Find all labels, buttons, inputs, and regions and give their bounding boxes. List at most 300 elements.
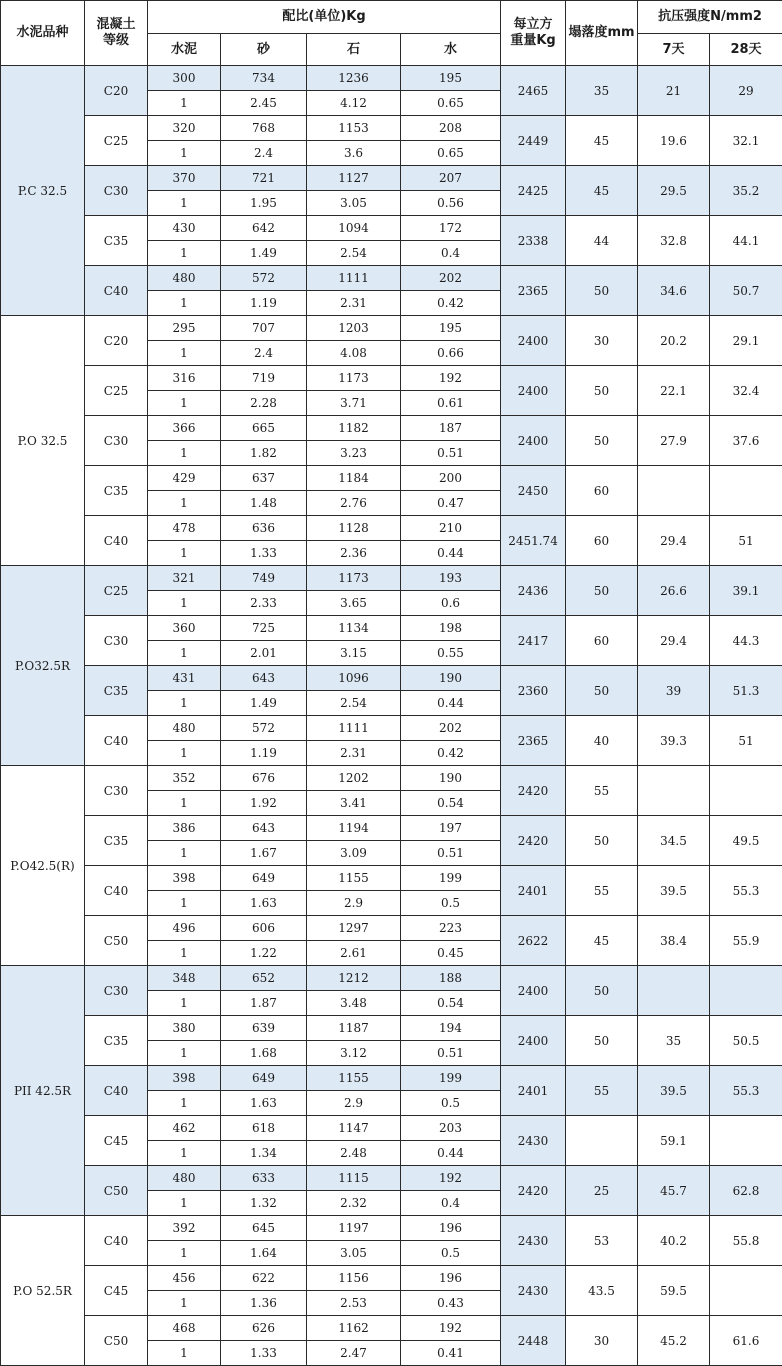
stone-ratio-cell: 3.09	[307, 841, 401, 866]
water-ratio-cell: 0.44	[401, 541, 501, 566]
slump-cell: 44	[566, 216, 638, 266]
cement-qty-cell: 295	[148, 316, 221, 341]
unit-weight-cell: 2451.74	[501, 516, 566, 566]
unit-weight-cell: 2436	[501, 566, 566, 616]
stone-ratio-cell: 2.76	[307, 491, 401, 516]
strength-28d-cell: 62.8	[710, 1166, 782, 1216]
water-ratio-cell: 0.55	[401, 641, 501, 666]
slump-cell: 50	[566, 416, 638, 466]
stone-ratio-cell: 3.41	[307, 791, 401, 816]
water-ratio-cell: 0.5	[401, 1091, 501, 1116]
cement-ratio-cell: 1	[148, 441, 221, 466]
stone-qty-cell: 1127	[307, 166, 401, 191]
sand-qty-cell: 721	[221, 166, 307, 191]
strength-7d-cell	[638, 766, 710, 816]
strength-7d-cell: 26.6	[638, 566, 710, 616]
strength-28d-cell	[710, 466, 782, 516]
header-cement: 水泥	[148, 34, 221, 66]
grade-cell: C30	[85, 616, 148, 666]
sand-ratio-cell: 1.92	[221, 791, 307, 816]
cement-type-cell: PII 42.5R	[1, 966, 85, 1216]
strength-7d-cell	[638, 466, 710, 516]
cement-ratio-cell: 1	[148, 991, 221, 1016]
slump-cell	[566, 1116, 638, 1166]
unit-weight-cell: 2425	[501, 166, 566, 216]
cement-ratio-cell: 1	[148, 1291, 221, 1316]
table-row	[1, 566, 782, 591]
water-ratio-cell: 0.45	[401, 941, 501, 966]
stone-ratio-cell: 4.12	[307, 91, 401, 116]
strength-28d-cell: 29.1	[710, 316, 782, 366]
stone-ratio-cell: 3.23	[307, 441, 401, 466]
cement-qty-cell: 366	[148, 416, 221, 441]
cement-qty-cell: 478	[148, 516, 221, 541]
stone-ratio-cell: 2.36	[307, 541, 401, 566]
table-header	[1, 1, 782, 66]
slump-cell: 45	[566, 166, 638, 216]
strength-28d-cell: 51.3	[710, 666, 782, 716]
grade-cell: C30	[85, 166, 148, 216]
stone-qty-cell: 1156	[307, 1266, 401, 1291]
water-ratio-cell: 0.4	[401, 1191, 501, 1216]
unit-weight-cell: 2450	[501, 466, 566, 516]
unit-weight-cell: 2401	[501, 1066, 566, 1116]
cement-qty-cell: 398	[148, 1066, 221, 1091]
table-row	[1, 716, 782, 741]
stone-ratio-cell: 3.05	[307, 1241, 401, 1266]
strength-28d-cell: 51	[710, 716, 782, 766]
strength-28d-cell: 39.1	[710, 566, 782, 616]
strength-28d-cell: 44.1	[710, 216, 782, 266]
header-ratio: 配比(单位)Kg	[148, 1, 501, 34]
grade-cell: C35	[85, 666, 148, 716]
strength-28d-cell: 50.5	[710, 1016, 782, 1066]
water-qty-cell: 199	[401, 1066, 501, 1091]
header-strength: 抗压强度N/mm2	[638, 1, 782, 34]
sand-qty-cell: 707	[221, 316, 307, 341]
header-weight-line2: 重量Kg	[501, 33, 565, 49]
water-ratio-cell: 0.61	[401, 391, 501, 416]
unit-weight-cell: 2420	[501, 816, 566, 866]
stone-ratio-cell: 3.48	[307, 991, 401, 1016]
header-grade-line2: 等级	[85, 33, 147, 49]
cement-qty-cell: 300	[148, 66, 221, 91]
table-row	[1, 466, 782, 491]
stone-qty-cell: 1162	[307, 1316, 401, 1341]
water-qty-cell: 195	[401, 316, 501, 341]
stone-ratio-cell: 2.31	[307, 291, 401, 316]
sand-ratio-cell: 1.49	[221, 241, 307, 266]
grade-cell: C40	[85, 1216, 148, 1266]
cement-ratio-cell: 1	[148, 191, 221, 216]
sand-ratio-cell: 1.49	[221, 691, 307, 716]
cement-qty-cell: 456	[148, 1266, 221, 1291]
stone-ratio-cell: 3.71	[307, 391, 401, 416]
grade-cell: C45	[85, 1116, 148, 1166]
unit-weight-cell: 2400	[501, 966, 566, 1016]
slump-cell: 55	[566, 766, 638, 816]
stone-qty-cell: 1111	[307, 266, 401, 291]
sand-qty-cell: 637	[221, 466, 307, 491]
strength-7d-cell: 35	[638, 1016, 710, 1066]
strength-7d-cell: 38.4	[638, 916, 710, 966]
cement-ratio-cell: 1	[148, 1091, 221, 1116]
grade-cell: C20	[85, 316, 148, 366]
stone-ratio-cell: 3.05	[307, 191, 401, 216]
sand-qty-cell: 719	[221, 366, 307, 391]
grade-cell: C35	[85, 816, 148, 866]
water-ratio-cell: 0.65	[401, 141, 501, 166]
sand-qty-cell: 618	[221, 1116, 307, 1141]
water-qty-cell: 194	[401, 1016, 501, 1041]
water-qty-cell: 223	[401, 916, 501, 941]
sand-ratio-cell: 1.87	[221, 991, 307, 1016]
strength-7d-cell: 19.6	[638, 116, 710, 166]
slump-cell: 35	[566, 66, 638, 116]
cement-qty-cell: 386	[148, 816, 221, 841]
grade-cell: C50	[85, 1316, 148, 1366]
header-grade-line1: 混凝土	[85, 17, 147, 33]
water-qty-cell: 197	[401, 816, 501, 841]
water-qty-cell: 210	[401, 516, 501, 541]
stone-ratio-cell: 2.32	[307, 1191, 401, 1216]
water-qty-cell: 193	[401, 566, 501, 591]
water-ratio-cell: 0.44	[401, 1141, 501, 1166]
strength-28d-cell: 35.2	[710, 166, 782, 216]
grade-cell: C25	[85, 566, 148, 616]
sand-ratio-cell: 2.01	[221, 641, 307, 666]
table-row	[1, 916, 782, 941]
sand-qty-cell: 768	[221, 116, 307, 141]
cement-qty-cell: 316	[148, 366, 221, 391]
water-ratio-cell: 0.56	[401, 191, 501, 216]
slump-cell: 50	[566, 966, 638, 1016]
stone-qty-cell: 1115	[307, 1166, 401, 1191]
table-row	[1, 1266, 782, 1291]
strength-28d-cell	[710, 1266, 782, 1316]
unit-weight-cell: 2430	[501, 1266, 566, 1316]
grade-cell: C40	[85, 516, 148, 566]
table-row	[1, 1116, 782, 1141]
strength-28d-cell: 29	[710, 66, 782, 116]
header-slump: 塌落度mm	[566, 1, 638, 66]
table-row	[1, 966, 782, 991]
sand-ratio-cell: 1.95	[221, 191, 307, 216]
stone-qty-cell: 1096	[307, 666, 401, 691]
water-qty-cell: 190	[401, 666, 501, 691]
sand-qty-cell: 643	[221, 816, 307, 841]
sand-ratio-cell: 1.67	[221, 841, 307, 866]
strength-7d-cell: 34.5	[638, 816, 710, 866]
sand-ratio-cell: 2.28	[221, 391, 307, 416]
water-qty-cell: 208	[401, 116, 501, 141]
cement-qty-cell: 380	[148, 1016, 221, 1041]
water-ratio-cell: 0.66	[401, 341, 501, 366]
table-row	[1, 166, 782, 191]
sand-ratio-cell: 1.33	[221, 541, 307, 566]
stone-qty-cell: 1212	[307, 966, 401, 991]
cement-qty-cell: 480	[148, 716, 221, 741]
stone-ratio-cell: 2.54	[307, 691, 401, 716]
header-cement-type: 水泥品种	[1, 1, 85, 66]
sand-qty-cell: 643	[221, 666, 307, 691]
sand-qty-cell: 649	[221, 866, 307, 891]
strength-7d-cell: 45.7	[638, 1166, 710, 1216]
slump-cell: 50	[566, 666, 638, 716]
strength-7d-cell: 40.2	[638, 1216, 710, 1266]
water-qty-cell: 187	[401, 416, 501, 441]
slump-cell: 30	[566, 316, 638, 366]
grade-cell: C35	[85, 466, 148, 516]
stone-ratio-cell: 2.53	[307, 1291, 401, 1316]
sand-qty-cell: 572	[221, 716, 307, 741]
sand-qty-cell: 633	[221, 1166, 307, 1191]
water-qty-cell: 202	[401, 716, 501, 741]
slump-cell: 60	[566, 466, 638, 516]
strength-28d-cell: 32.4	[710, 366, 782, 416]
strength-28d-cell: 51	[710, 516, 782, 566]
water-ratio-cell: 0.65	[401, 91, 501, 116]
water-ratio-cell: 0.41	[401, 1341, 501, 1366]
cement-ratio-cell: 1	[148, 541, 221, 566]
slump-cell: 50	[566, 266, 638, 316]
slump-cell: 55	[566, 866, 638, 916]
strength-7d-cell	[638, 966, 710, 1016]
unit-weight-cell: 2338	[501, 216, 566, 266]
unit-weight-cell: 2430	[501, 1216, 566, 1266]
water-ratio-cell: 0.47	[401, 491, 501, 516]
stone-qty-cell: 1147	[307, 1116, 401, 1141]
water-qty-cell: 192	[401, 1316, 501, 1341]
cement-ratio-cell: 1	[148, 741, 221, 766]
header-7-days: 7天	[638, 34, 710, 66]
grade-cell: C45	[85, 1266, 148, 1316]
sand-ratio-cell: 1.19	[221, 741, 307, 766]
water-qty-cell: 203	[401, 1116, 501, 1141]
sand-qty-cell: 725	[221, 616, 307, 641]
water-ratio-cell: 0.6	[401, 591, 501, 616]
strength-28d-cell: 37.6	[710, 416, 782, 466]
unit-weight-cell: 2449	[501, 116, 566, 166]
slump-cell: 55	[566, 1066, 638, 1116]
water-qty-cell: 198	[401, 616, 501, 641]
table-row	[1, 516, 782, 541]
water-ratio-cell: 0.42	[401, 291, 501, 316]
water-qty-cell: 192	[401, 1166, 501, 1191]
water-ratio-cell: 0.51	[401, 441, 501, 466]
strength-28d-cell: 55.3	[710, 1066, 782, 1116]
sand-ratio-cell: 1.64	[221, 1241, 307, 1266]
cement-ratio-cell: 1	[148, 1191, 221, 1216]
stone-qty-cell: 1153	[307, 116, 401, 141]
stone-qty-cell: 1155	[307, 1066, 401, 1091]
water-qty-cell: 172	[401, 216, 501, 241]
water-qty-cell: 192	[401, 366, 501, 391]
cement-qty-cell: 462	[148, 1116, 221, 1141]
stone-qty-cell: 1173	[307, 366, 401, 391]
cement-ratio-cell: 1	[148, 891, 221, 916]
table-row	[1, 316, 782, 341]
water-ratio-cell: 0.51	[401, 1041, 501, 1066]
strength-7d-cell: 39	[638, 666, 710, 716]
table-row	[1, 416, 782, 441]
cement-ratio-cell: 1	[148, 941, 221, 966]
stone-qty-cell: 1297	[307, 916, 401, 941]
cement-ratio-cell: 1	[148, 841, 221, 866]
header-weight-line1: 每立方	[501, 17, 565, 33]
water-qty-cell: 196	[401, 1266, 501, 1291]
table-row	[1, 616, 782, 641]
stone-qty-cell: 1111	[307, 716, 401, 741]
water-qty-cell: 196	[401, 1216, 501, 1241]
water-ratio-cell: 0.42	[401, 741, 501, 766]
slump-cell: 40	[566, 716, 638, 766]
water-qty-cell: 195	[401, 66, 501, 91]
grade-cell: C40	[85, 266, 148, 316]
stone-qty-cell: 1236	[307, 66, 401, 91]
cement-ratio-cell: 1	[148, 641, 221, 666]
sand-qty-cell: 626	[221, 1316, 307, 1341]
header-water: 水	[401, 34, 501, 66]
strength-7d-cell: 45.2	[638, 1316, 710, 1366]
stone-ratio-cell: 2.54	[307, 241, 401, 266]
sand-qty-cell: 749	[221, 566, 307, 591]
cement-qty-cell: 496	[148, 916, 221, 941]
unit-weight-cell: 2400	[501, 366, 566, 416]
table-row	[1, 1016, 782, 1041]
unit-weight-cell: 2360	[501, 666, 566, 716]
sand-ratio-cell: 1.48	[221, 491, 307, 516]
table-row	[1, 766, 782, 791]
unit-weight-cell: 2365	[501, 266, 566, 316]
strength-7d-cell: 32.8	[638, 216, 710, 266]
sand-ratio-cell: 1.63	[221, 891, 307, 916]
sand-ratio-cell: 1.82	[221, 441, 307, 466]
slump-cell: 60	[566, 616, 638, 666]
header-28-days: 28天	[710, 34, 782, 66]
stone-ratio-cell: 2.9	[307, 1091, 401, 1116]
cement-ratio-cell: 1	[148, 391, 221, 416]
strength-7d-cell: 27.9	[638, 416, 710, 466]
water-qty-cell: 188	[401, 966, 501, 991]
stone-ratio-cell: 3.15	[307, 641, 401, 666]
cement-qty-cell: 430	[148, 216, 221, 241]
unit-weight-cell: 2465	[501, 66, 566, 116]
stone-ratio-cell: 3.6	[307, 141, 401, 166]
cement-qty-cell: 370	[148, 166, 221, 191]
sand-qty-cell: 622	[221, 1266, 307, 1291]
table-row	[1, 116, 782, 141]
cement-ratio-cell: 1	[148, 1241, 221, 1266]
stone-ratio-cell: 2.9	[307, 891, 401, 916]
sand-qty-cell: 652	[221, 966, 307, 991]
strength-28d-cell	[710, 966, 782, 1016]
cement-ratio-cell: 1	[148, 241, 221, 266]
cement-ratio-cell: 1	[148, 591, 221, 616]
cement-ratio-cell: 1	[148, 1041, 221, 1066]
sand-ratio-cell: 1.63	[221, 1091, 307, 1116]
cement-ratio-cell: 1	[148, 1141, 221, 1166]
cement-qty-cell: 398	[148, 866, 221, 891]
sand-ratio-cell: 2.45	[221, 91, 307, 116]
stone-qty-cell: 1194	[307, 816, 401, 841]
stone-qty-cell: 1203	[307, 316, 401, 341]
cement-ratio-cell: 1	[148, 1341, 221, 1366]
cement-qty-cell: 480	[148, 1166, 221, 1191]
water-ratio-cell: 0.44	[401, 691, 501, 716]
stone-qty-cell: 1128	[307, 516, 401, 541]
stone-qty-cell: 1202	[307, 766, 401, 791]
slump-cell: 25	[566, 1166, 638, 1216]
stone-qty-cell: 1182	[307, 416, 401, 441]
sand-qty-cell: 636	[221, 516, 307, 541]
cement-ratio-cell: 1	[148, 491, 221, 516]
strength-28d-cell: 55.9	[710, 916, 782, 966]
cement-qty-cell: 429	[148, 466, 221, 491]
stone-ratio-cell: 2.61	[307, 941, 401, 966]
stone-qty-cell: 1184	[307, 466, 401, 491]
water-qty-cell: 190	[401, 766, 501, 791]
sand-qty-cell: 606	[221, 916, 307, 941]
stone-qty-cell: 1197	[307, 1216, 401, 1241]
unit-weight-cell: 2400	[501, 316, 566, 366]
strength-7d-cell: 22.1	[638, 366, 710, 416]
sand-qty-cell: 734	[221, 66, 307, 91]
strength-7d-cell: 21	[638, 66, 710, 116]
cement-type-cell: P.O32.5R	[1, 566, 85, 766]
sand-ratio-cell: 2.4	[221, 141, 307, 166]
cement-qty-cell: 352	[148, 766, 221, 791]
stone-ratio-cell: 2.47	[307, 1341, 401, 1366]
sand-qty-cell: 645	[221, 1216, 307, 1241]
cement-qty-cell: 360	[148, 616, 221, 641]
strength-28d-cell: 55.3	[710, 866, 782, 916]
strength-7d-cell: 29.4	[638, 616, 710, 666]
strength-7d-cell: 34.6	[638, 266, 710, 316]
cement-ratio-cell: 1	[148, 791, 221, 816]
cement-qty-cell: 468	[148, 1316, 221, 1341]
strength-28d-cell	[710, 1116, 782, 1166]
table-row	[1, 216, 782, 241]
sand-ratio-cell: 1.36	[221, 1291, 307, 1316]
sand-qty-cell: 572	[221, 266, 307, 291]
slump-cell: 30	[566, 1316, 638, 1366]
water-ratio-cell: 0.54	[401, 791, 501, 816]
water-ratio-cell: 0.4	[401, 241, 501, 266]
stone-qty-cell: 1094	[307, 216, 401, 241]
unit-weight-cell: 2417	[501, 616, 566, 666]
grade-cell: C20	[85, 66, 148, 116]
strength-28d-cell: 32.1	[710, 116, 782, 166]
cement-ratio-cell: 1	[148, 141, 221, 166]
slump-cell: 50	[566, 1016, 638, 1066]
cement-qty-cell: 431	[148, 666, 221, 691]
strength-28d-cell: 50.7	[710, 266, 782, 316]
slump-cell: 53	[566, 1216, 638, 1266]
strength-7d-cell: 39.5	[638, 866, 710, 916]
water-ratio-cell: 0.43	[401, 1291, 501, 1316]
table-row	[1, 666, 782, 691]
slump-cell: 50	[566, 566, 638, 616]
sand-ratio-cell: 2.4	[221, 341, 307, 366]
grade-cell: C35	[85, 1016, 148, 1066]
grade-cell: C50	[85, 1166, 148, 1216]
table-row	[1, 366, 782, 391]
table-row	[1, 1166, 782, 1191]
grade-cell: C30	[85, 766, 148, 816]
water-ratio-cell: 0.5	[401, 1241, 501, 1266]
sand-ratio-cell: 2.33	[221, 591, 307, 616]
